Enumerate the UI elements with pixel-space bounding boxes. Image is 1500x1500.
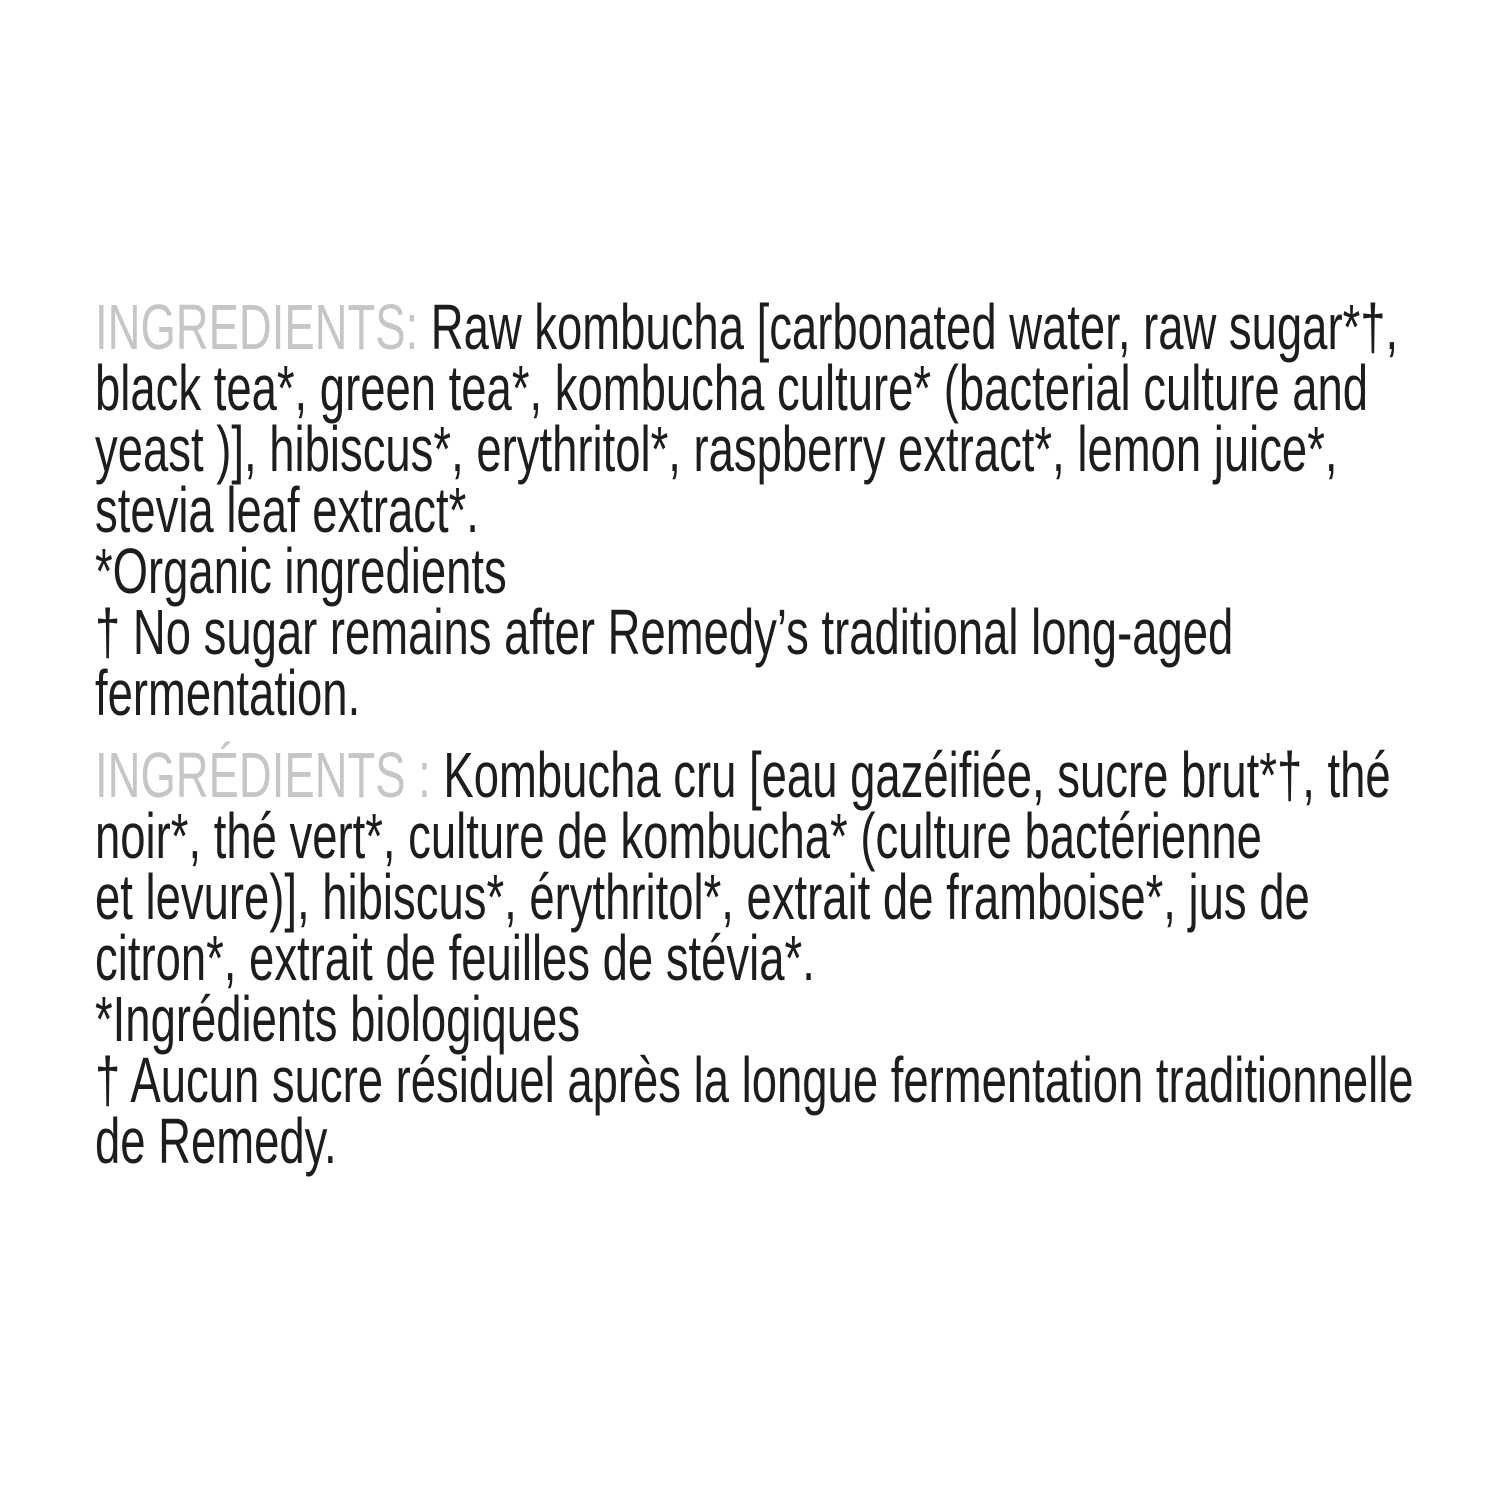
- ingredients-section-fr: [95, 739, 1414, 1177]
- organic-note-en: *Organic ingredients: [95, 535, 507, 607]
- dagger-note-fr: † Aucun sucre résiduel après la longue fermentation traditionnelle: [95, 1044, 1414, 1116]
- text-line: [95, 291, 1414, 363]
- text-line: citron*, extrait de feuilles de stévia*.: [95, 922, 815, 994]
- text-line: noir*, thé vert*, culture de kombucha* (culture bactérienne: [95, 800, 1262, 872]
- ingredients-section-en: [95, 291, 1414, 729]
- ingredients-text-en-line1: Raw kombucha [carbonated water, raw sugar*†,: [430, 291, 1399, 363]
- text-line: [95, 739, 1414, 811]
- text-line: stevia leaf extract*.: [95, 474, 479, 546]
- ingredients-text-fr-line1: Kombucha cru [eau gazéifiée, sucre brut*†, thé: [443, 739, 1391, 811]
- ingredients-heading-en: INGREDIENTS:: [95, 291, 419, 363]
- text-line: black tea*, green tea*, kombucha culture* (bacterial culture and: [95, 352, 1369, 424]
- text-line: yeast )], hibiscus*, erythritol*, raspberry extract*, lemon juice*,: [95, 413, 1338, 485]
- text-line: et levure)], hibiscus*, érythritol*, extrait de framboise*, jus de: [95, 861, 1310, 933]
- label-text-block: [95, 291, 1414, 1177]
- organic-note-fr: *Ingrédients biologiques: [95, 983, 581, 1055]
- dagger-note-en-cont: fermentation.: [95, 657, 361, 729]
- dagger-note-en: † No sugar remains after Remedy’s traditional long-aged: [95, 596, 1234, 668]
- ingredients-heading-fr: INGRÉDIENTS :: [95, 739, 431, 811]
- dagger-note-fr-cont: de Remedy.: [95, 1105, 337, 1177]
